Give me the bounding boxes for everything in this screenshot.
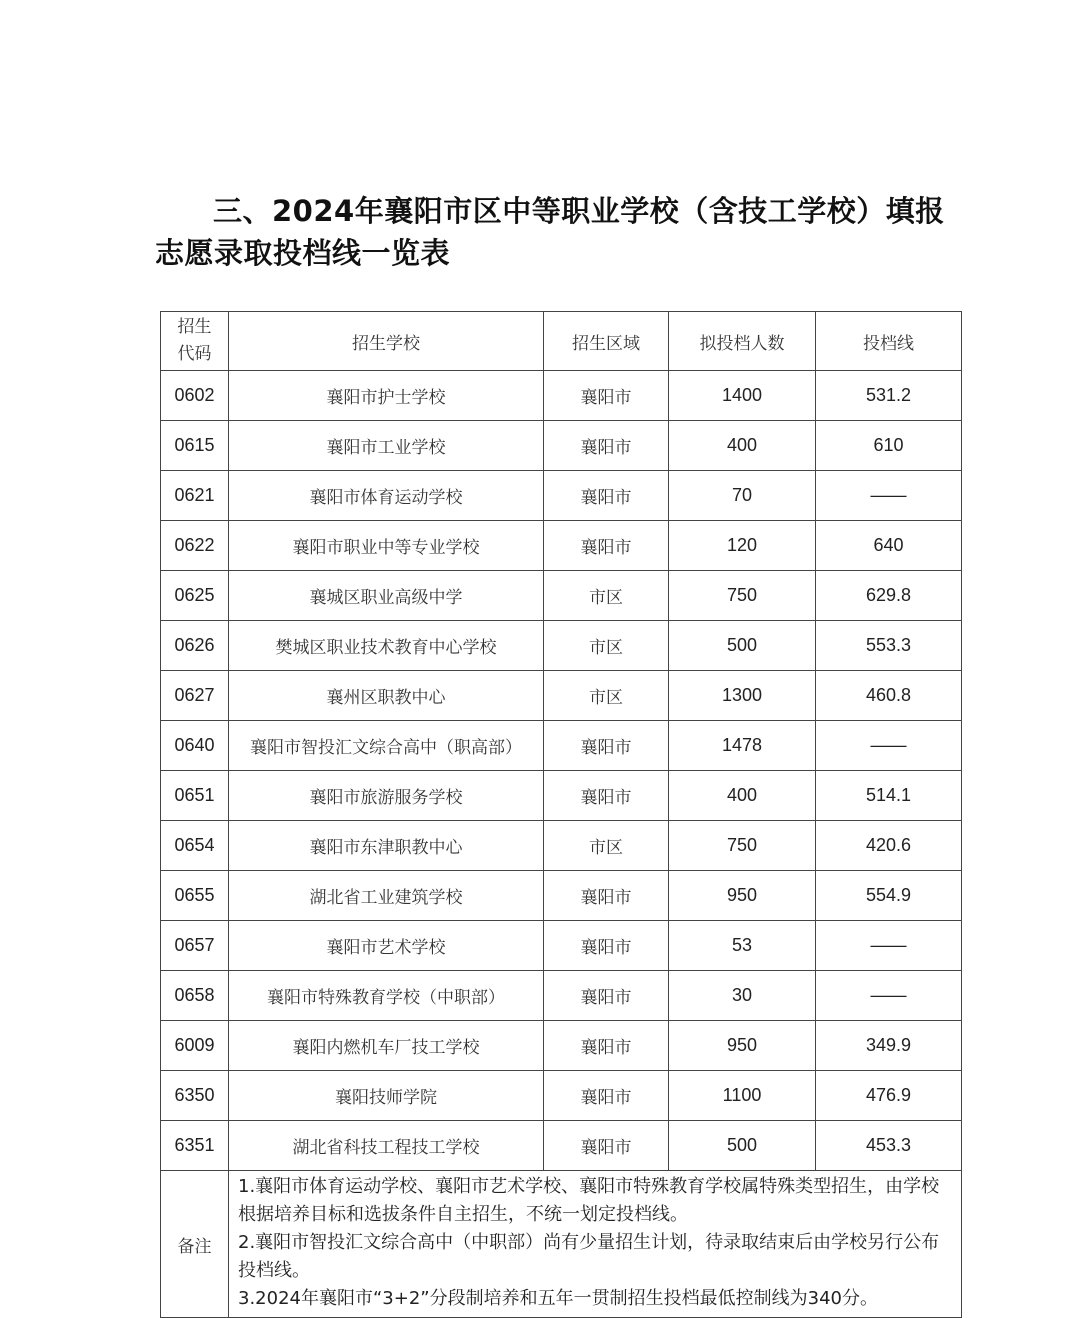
cell-school: 湖北省工业建筑学校	[229, 871, 544, 921]
cell-school: 襄阳内燃机车厂技工学校	[229, 1021, 544, 1071]
page-title: 三、2024年襄阳市区中等职业学校（含技工学校）填报志愿录取投档线一览表	[155, 194, 945, 270]
cell-region: 襄阳市	[544, 1021, 669, 1071]
cell-score: 460.8	[816, 671, 962, 721]
cell-count: 400	[669, 421, 816, 471]
cell-count: 950	[669, 871, 816, 921]
cell-school: 湖北省科技工程技工学校	[229, 1121, 544, 1171]
table-row	[161, 471, 962, 521]
cell-score: 476.9	[816, 1071, 962, 1121]
cell-code: 0602	[161, 371, 229, 421]
cell-score: ——	[816, 471, 962, 521]
cell-code: 0627	[161, 671, 229, 721]
header-code-line1: 招生	[177, 317, 212, 337]
cell-school: 襄阳市旅游服务学校	[229, 771, 544, 821]
admission-score-table	[160, 311, 962, 1318]
header-code-line2: 代码	[177, 344, 212, 364]
cell-score: ——	[816, 721, 962, 771]
cell-score: 554.9	[816, 871, 962, 921]
header-region: 招生区域	[544, 312, 669, 371]
cell-school: 襄阳市智投汇文综合高中（职高部）	[229, 721, 544, 771]
cell-region: 襄阳市	[544, 971, 669, 1021]
table-row	[161, 371, 962, 421]
cell-count: 1400	[669, 371, 816, 421]
cell-code: 6351	[161, 1121, 229, 1171]
cell-region: 市区	[544, 571, 669, 621]
cell-school: 襄阳技师学院	[229, 1071, 544, 1121]
cell-region: 市区	[544, 671, 669, 721]
table-row	[161, 971, 962, 1021]
table-row	[161, 721, 962, 771]
table-row	[161, 921, 962, 971]
cell-score: ——	[816, 921, 962, 971]
cell-code: 0626	[161, 621, 229, 671]
header-school: 招生学校	[229, 312, 544, 371]
remark-row	[161, 1171, 962, 1318]
cell-code: 0640	[161, 721, 229, 771]
cell-school: 襄阳市工业学校	[229, 421, 544, 471]
cell-school: 襄阳市艺术学校	[229, 921, 544, 971]
cell-region: 市区	[544, 821, 669, 871]
cell-count: 400	[669, 771, 816, 821]
cell-code: 0655	[161, 871, 229, 921]
cell-count: 750	[669, 571, 816, 621]
table-row	[161, 1121, 962, 1171]
table-header-row	[161, 312, 962, 371]
remark-label: 备注	[161, 1171, 229, 1318]
cell-region: 襄阳市	[544, 471, 669, 521]
cell-region: 襄阳市	[544, 921, 669, 971]
cell-count: 950	[669, 1021, 816, 1071]
cell-region: 襄阳市	[544, 421, 669, 471]
table-row	[161, 571, 962, 621]
cell-region: 襄阳市	[544, 871, 669, 921]
cell-code: 0657	[161, 921, 229, 971]
cell-region: 襄阳市	[544, 1071, 669, 1121]
cell-code: 6009	[161, 1021, 229, 1071]
table-row	[161, 871, 962, 921]
cell-score: 349.9	[816, 1021, 962, 1071]
cell-school: 襄阳市职业中等专业学校	[229, 521, 544, 571]
table-row	[161, 1071, 962, 1121]
cell-score: 610	[816, 421, 962, 471]
cell-region: 襄阳市	[544, 721, 669, 771]
cell-region: 襄阳市	[544, 1121, 669, 1171]
cell-count: 70	[669, 471, 816, 521]
table-row	[161, 521, 962, 571]
cell-school: 樊城区职业技术教育中心学校	[229, 621, 544, 671]
cell-count: 1300	[669, 671, 816, 721]
header-score: 投档线	[816, 312, 962, 371]
cell-region: 襄阳市	[544, 521, 669, 571]
table-row	[161, 421, 962, 471]
cell-school: 襄阳市护士学校	[229, 371, 544, 421]
cell-region: 市区	[544, 621, 669, 671]
table-row	[161, 821, 962, 871]
header-count: 拟投档人数	[669, 312, 816, 371]
cell-count: 1478	[669, 721, 816, 771]
cell-code: 0621	[161, 471, 229, 521]
cell-code: 0615	[161, 421, 229, 471]
cell-count: 53	[669, 921, 816, 971]
cell-school: 襄阳市特殊教育学校（中职部）	[229, 971, 544, 1021]
cell-score: 629.8	[816, 571, 962, 621]
cell-score: ——	[816, 971, 962, 1021]
table-row	[161, 771, 962, 821]
cell-region: 襄阳市	[544, 771, 669, 821]
cell-region: 襄阳市	[544, 371, 669, 421]
cell-school: 襄阳市东津职教中心	[229, 821, 544, 871]
cell-count: 1100	[669, 1071, 816, 1121]
remark-note: 1.襄阳市体育运动学校、襄阳市艺术学校、襄阳市特殊教育学校属特殊类型招生，由学校根据培养目标和选拔条件自主招生，不统一划定投档线。	[238, 1176, 940, 1225]
header-code	[161, 312, 229, 371]
cell-count: 500	[669, 621, 816, 671]
cell-score: 420.6	[816, 821, 962, 871]
cell-count: 120	[669, 521, 816, 571]
cell-code: 0651	[161, 771, 229, 821]
cell-score: 531.2	[816, 371, 962, 421]
table-row	[161, 671, 962, 721]
cell-score: 453.3	[816, 1121, 962, 1171]
cell-school: 襄城区职业高级中学	[229, 571, 544, 621]
cell-count: 30	[669, 971, 816, 1021]
cell-code: 6350	[161, 1071, 229, 1121]
cell-score: 553.3	[816, 621, 962, 671]
cell-code: 0654	[161, 821, 229, 871]
cell-school: 襄州区职教中心	[229, 671, 544, 721]
cell-count: 750	[669, 821, 816, 871]
remark-content	[229, 1171, 962, 1318]
remark-note: 3.2024年襄阳市“3+2”分段制培养和五年一贯制招生投档最低控制线为340分。	[238, 1288, 878, 1309]
table-row	[161, 621, 962, 671]
remark-note: 2.襄阳市智投汇文综合高中（中职部）尚有少量招生计划，待录取结束后由学校另行公布投档线。	[238, 1232, 940, 1281]
cell-score: 514.1	[816, 771, 962, 821]
table-row	[161, 1021, 962, 1071]
cell-score: 640	[816, 521, 962, 571]
cell-code: 0658	[161, 971, 229, 1021]
cell-code: 0625	[161, 571, 229, 621]
cell-school: 襄阳市体育运动学校	[229, 471, 544, 521]
cell-count: 500	[669, 1121, 816, 1171]
cell-code: 0622	[161, 521, 229, 571]
